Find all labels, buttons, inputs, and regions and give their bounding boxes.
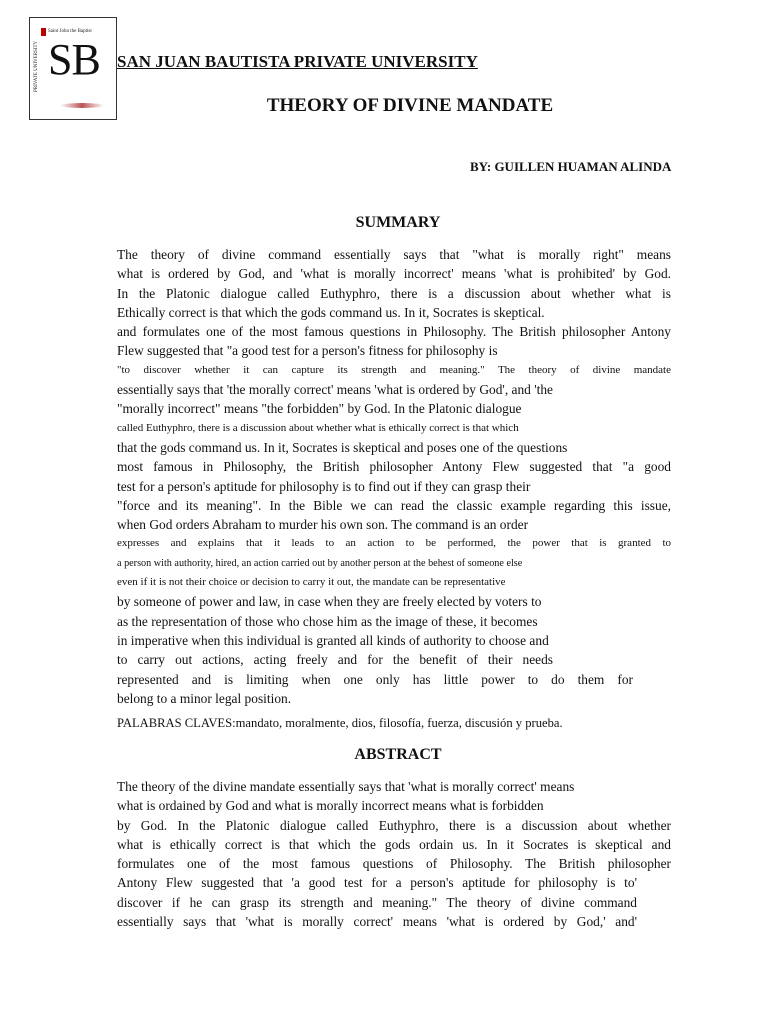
text-line: that the gods command us. In it, Socrates is skeptical and poses one of the questions <box>117 439 568 455</box>
text-line: most famous in Philosophy, the British philosopher Antony Flew suggested that "a good <box>117 459 671 475</box>
author-line: BY: GUILLEN HUAMAN ALINDA <box>470 159 672 174</box>
text-line: when God orders Abraham to murder his own son. The command is an order <box>117 517 529 533</box>
text-line: by someone of power and law, in case when they are freely elected by voters to <box>117 594 542 610</box>
text-line: Flew suggested that "a good test for a person's fitness for philosophy is <box>117 343 498 359</box>
text-line: test for a person's aptitude for philosophy is to find out if they can grasp their <box>117 478 531 494</box>
text-line: "force and its meaning". In the Bible we can read the classic example regarding this issue, <box>117 497 671 513</box>
text-line: Ethically correct is that which the gods command us. In it, Socrates is skeptical. <box>117 304 545 320</box>
text-line: The theory of divine command essentially says that "what is morally right" means <box>117 247 671 262</box>
abstract-paragraph <box>117 777 671 931</box>
text-line: belong to a minor legal position. <box>117 690 292 706</box>
text-line: a person with authority, hired, an action carried out by another person at the behest of someone else <box>117 557 523 569</box>
text-line: by God. In the Platonic dialogue called Euthyphro, there is a discussion about whether <box>117 817 671 833</box>
text-line: essentially says that 'the morally correct' means 'what is ordered by God', and 'the <box>117 382 553 398</box>
logo-top-text: Saint John the Baptist <box>48 29 92 34</box>
text-line: "to discover whether it can capture its strength and meaning." The theory of divine mandate <box>117 363 671 376</box>
text-line: in imperative when this individual is granted all kinds of authority to choose and <box>117 632 549 648</box>
text-line: expresses and explains that it leads to an action to be performed, the power that is granted to <box>117 537 671 550</box>
text-line: and formulates one of the most famous questions in Philosophy. The British philosopher Antony <box>117 324 671 340</box>
text-line: formulates one of the most famous questions of Philosophy. The British philosopher <box>117 856 671 872</box>
text-line: The theory of the divine mandate essentially says that 'what is morally correct' means <box>117 779 575 794</box>
text-line: what is ethically correct is that which the gods ordain us. In it Socrates is skeptical and <box>117 836 671 852</box>
text-line: even if it is not their choice or decision to carry it out, the mandate can be representative <box>117 576 506 589</box>
logo-monogram: SB <box>48 35 100 84</box>
text-line: what is ordained by God and what is morally incorrect means what is forbidden <box>117 798 544 814</box>
university-name: SAN JUAN BAUTISTA PRIVATE UNIVERSITY <box>117 52 478 71</box>
text-line: discover if he can grasp its strength and meaning." The theory of divine command <box>117 894 637 910</box>
text-line: to carry out actions, acting freely and for the benefit of their needs <box>117 652 553 668</box>
text-line: In the Platonic dialogue called Euthyphro, there is a discussion about whether what is <box>117 285 671 301</box>
text-line: Antony Flew suggested that 'a good test for a person's aptitude for philosophy is to' <box>117 875 637 891</box>
text-line: what is ordered by God, and 'what is morally incorrect' means 'what is prohibited' by God. <box>117 266 671 282</box>
text-line: represented and is limiting when one only has little power to do them for <box>117 671 633 687</box>
logo-side-text: PRIVATE UNIVERSITY <box>34 40 39 92</box>
keywords-line: PALABRAS CLAVES:mandato, moralmente, dios, filosofía, fuerza, discusión y prueba. <box>117 716 563 730</box>
document-title: THEORY OF DIVINE MANDATE <box>266 95 554 116</box>
abstract-heading: ABSTRACT <box>354 746 442 763</box>
text-line: as the representation of those who chose him as the image of these, it becomes <box>117 613 538 629</box>
text-line: essentially says that 'what is morally correct' means 'what is ordered by God,' and' <box>117 914 637 930</box>
text-line: called Euthyphro, there is a discussion about whether what is ethically correct is that which <box>117 421 519 434</box>
summary-paragraph <box>117 245 671 708</box>
tower-icon <box>41 28 46 36</box>
summary-heading: SUMMARY <box>355 214 441 231</box>
text-line: "morally incorrect" means "the forbidden" by God. In the Platonic dialogue <box>117 401 522 417</box>
